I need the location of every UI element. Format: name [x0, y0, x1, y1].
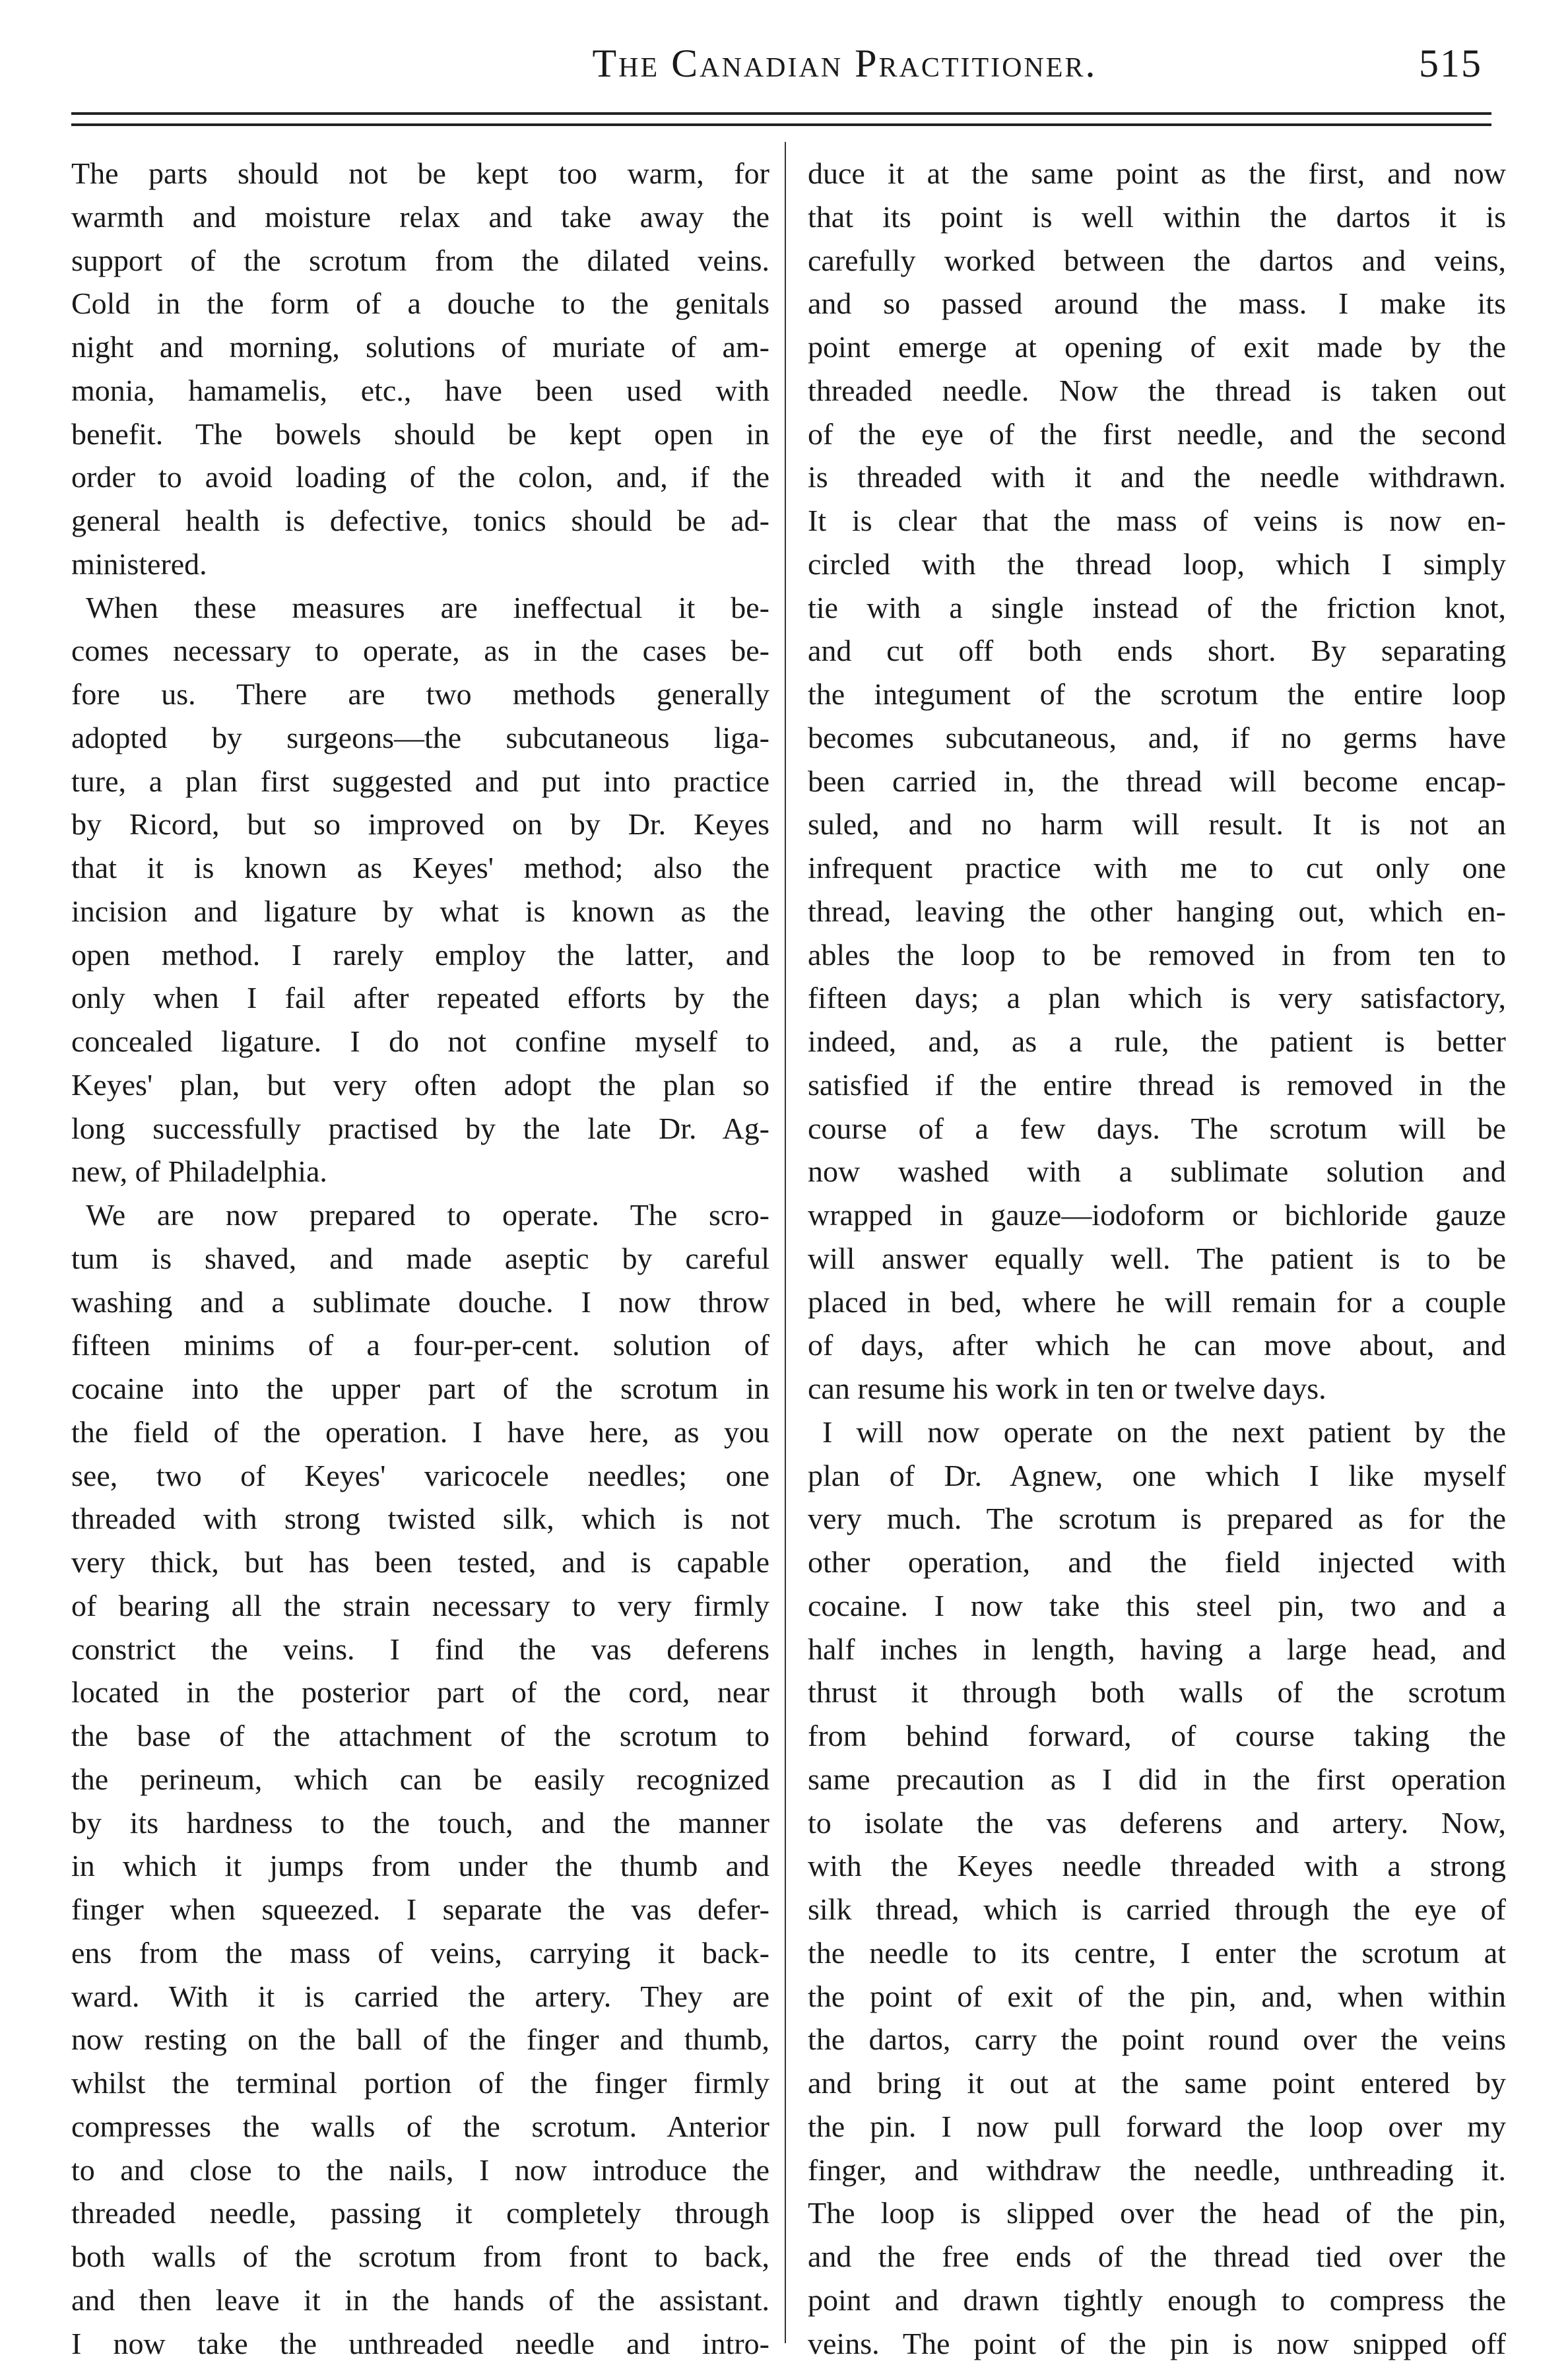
text-line: and bring it out at the same point entered by [808, 2061, 1506, 2105]
text-line: indeed, and, as a rule, the patient is better [808, 1020, 1506, 1063]
text-line: circled with the thread loop, which I simply [808, 543, 1506, 586]
text-line: the needle to its centre, I enter the scrotum at [808, 1931, 1506, 1975]
text-line: monia, hamamelis, etc., have been used with [71, 369, 769, 413]
paragraph [71, 1193, 769, 2365]
text-line: benefit. The bowels should be kept open in [71, 413, 769, 456]
text-line: ward. With it is carried the artery. They are [71, 1975, 769, 2018]
running-head-title: The Canadian Practitioner. [488, 41, 1201, 86]
text-line: threaded needle, passing it completely through [71, 2191, 769, 2235]
text-line: very much. The scrotum is prepared as for the [808, 1497, 1506, 1541]
right-column [808, 152, 1506, 2365]
text-line: Cold in the form of a douche to the genitals [71, 282, 769, 325]
text-line: half inches in length, having a large head, and [808, 1628, 1506, 1671]
text-line: support of the scrotum from the dilated veins. [71, 239, 769, 283]
text-line: compresses the walls of the scrotum. Anterior [71, 2105, 769, 2148]
text-line: wrapped in gauze—iodoform or bichloride gauze [808, 1193, 1506, 1237]
header-rule-bottom [71, 123, 1491, 126]
text-line: and cut off both ends short. By separating [808, 629, 1506, 673]
text-line: I will now operate on the next patient by the [808, 1411, 1506, 1454]
text-line: fore us. There are two methods generally [71, 673, 769, 716]
text-line: It is clear that the mass of veins is now en- [808, 499, 1506, 543]
text-line: fifteen minims of a four-per-cent. solution of [71, 1323, 769, 1367]
text-line: the base of the attachment of the scrotum to [71, 1714, 769, 1758]
text-line: cocaine. I now take this steel pin, two and a [808, 1584, 1506, 1628]
text-line: with the Keyes needle threaded with a strong [808, 1844, 1506, 1888]
text-line: from behind forward, of course taking the [808, 1714, 1506, 1758]
text-line: suled, and no harm will result. It is not an [808, 803, 1506, 846]
text-line: been carried in, the thread will become encap- [808, 760, 1506, 803]
text-line: becomes subcutaneous, and, if no germs have [808, 716, 1506, 760]
text-line: only when I fail after repeated efforts by the [71, 976, 769, 1020]
text-line: see, two of Keyes' varicocele needles; one [71, 1454, 769, 1498]
text-line: tie with a single instead of the friction knot, [808, 586, 1506, 630]
text-line: by its hardness to the touch, and the manner [71, 1801, 769, 1845]
text-line: thread, leaving the other hanging out, which en- [808, 890, 1506, 933]
text-line: the point of exit of the pin, and, when within [808, 1975, 1506, 2018]
text-line: and the free ends of the thread tied over the [808, 2235, 1506, 2279]
text-line: to isolate the vas deferens and artery. Now, [808, 1801, 1506, 1845]
text-line: the field of the operation. I have here, as you [71, 1411, 769, 1454]
text-line: of bearing all the strain necessary to very firmly [71, 1584, 769, 1628]
text-line: adopted by surgeons—the subcutaneous liga- [71, 716, 769, 760]
text-line: thrust it through both walls of the scrotum [808, 1671, 1506, 1714]
text-line: comes necessary to operate, as in the cases be- [71, 629, 769, 673]
text-line: the pin. I now pull forward the loop over my [808, 2105, 1506, 2148]
text-line: threaded needle. Now the thread is taken out [808, 369, 1506, 413]
text-line: plan of Dr. Agnew, one which I like myself [808, 1454, 1506, 1498]
text-line: now washed with a sublimate solution and [808, 1150, 1506, 1193]
paragraph [71, 152, 769, 586]
text-line: open method. I rarely employ the latter, and [71, 933, 769, 977]
page-number: 515 [1419, 41, 1482, 86]
text-line: I now take the unthreaded needle and intro- [71, 2322, 769, 2365]
text-line: by Ricord, but so improved on by Dr. Keyes [71, 803, 769, 846]
text-line: same precaution as I did in the first operation [808, 1758, 1506, 1801]
text-line: will answer equally well. The patient is to be [808, 1237, 1506, 1281]
text-line: We are now prepared to operate. The scro- [71, 1193, 769, 1237]
text-line: constrict the veins. I find the vas deferens [71, 1628, 769, 1671]
text-line: warmth and moisture relax and take away the [71, 195, 769, 239]
text-line: placed in bed, where he will remain for a couple [808, 1281, 1506, 1324]
text-line: that it is known as Keyes' method; also the [71, 846, 769, 890]
text-line: night and morning, solutions of muriate of am- [71, 325, 769, 369]
text-line: finger when squeezed. I separate the vas defer- [71, 1888, 769, 1931]
text-line: is threaded with it and the needle withdrawn. [808, 455, 1506, 499]
text-line: concealed ligature. I do not confine myself to [71, 1020, 769, 1063]
text-line: can resume his work in ten or twelve days. [808, 1367, 1506, 1411]
text-line: the perineum, which can be easily recognized [71, 1758, 769, 1801]
text-line: tum is shaved, and made aseptic by careful [71, 1237, 769, 1281]
text-line: the integument of the scrotum the entire loop [808, 673, 1506, 716]
text-line: silk thread, which is carried through the eye of [808, 1888, 1506, 1931]
text-line: incision and ligature by what is known as the [71, 890, 769, 933]
text-line: general health is defective, tonics should be ad- [71, 499, 769, 543]
text-line: ture, a plan first suggested and put into practice [71, 760, 769, 803]
text-line: infrequent practice with me to cut only one [808, 846, 1506, 890]
text-line: both walls of the scrotum from front to back, [71, 2235, 769, 2279]
text-line: ables the loop to be removed in from ten to [808, 933, 1506, 977]
text-line: cocaine into the upper part of the scrotum in [71, 1367, 769, 1411]
paragraph [808, 152, 1506, 1411]
text-line: long successfully practised by the late Dr. Ag- [71, 1107, 769, 1150]
text-line: point and drawn tightly enough to compress the [808, 2279, 1506, 2322]
text-line: finger, and withdraw the needle, unthreading it. [808, 2148, 1506, 2192]
text-line: satisfied if the entire thread is removed in the [808, 1063, 1506, 1107]
text-line: and so passed around the mass. I make its [808, 282, 1506, 325]
text-line: When these measures are ineffectual it be- [71, 586, 769, 630]
header-rule-top [71, 112, 1491, 115]
text-line: the dartos, carry the point round over the veins [808, 2018, 1506, 2061]
text-line: washing and a sublimate douche. I now throw [71, 1281, 769, 1324]
text-line: of the eye of the first needle, and the second [808, 413, 1506, 456]
text-line: ministered. [71, 543, 769, 586]
text-line: that its point is well within the dartos it is [808, 195, 1506, 239]
text-line: ens from the mass of veins, carrying it back- [71, 1931, 769, 1975]
text-line: of days, after which he can move about, and [808, 1323, 1506, 1367]
text-line: The loop is slipped over the head of the pin, [808, 2191, 1506, 2235]
text-line: order to avoid loading of the colon, and, if the [71, 455, 769, 499]
text-line: other operation, and the field injected with [808, 1541, 1506, 1584]
text-line: fifteen days; a plan which is very satisfactory, [808, 976, 1506, 1020]
text-line: and then leave it in the hands of the assistant. [71, 2279, 769, 2322]
paragraph [71, 586, 769, 1194]
text-line: in which it jumps from under the thumb and [71, 1844, 769, 1888]
text-line: located in the posterior part of the cord, near [71, 1671, 769, 1714]
text-line: new, of Philadelphia. [71, 1150, 769, 1193]
left-column [71, 152, 769, 2365]
text-line: very thick, but has been tested, and is capable [71, 1541, 769, 1584]
text-line: duce it at the same point as the first, and now [808, 152, 1506, 195]
text-line: whilst the terminal portion of the finger firmly [71, 2061, 769, 2105]
text-line: to and close to the nails, I now introduce the [71, 2148, 769, 2192]
text-line: Keyes' plan, but very often adopt the plan so [71, 1063, 769, 1107]
text-line: now resting on the ball of the finger and thumb, [71, 2018, 769, 2061]
text-line: The parts should not be kept too warm, for [71, 152, 769, 195]
text-line: point emerge at opening of exit made by the [808, 325, 1506, 369]
text-line: carefully worked between the dartos and veins, [808, 239, 1506, 283]
text-line: course of a few days. The scrotum will be [808, 1107, 1506, 1150]
column-divider [785, 142, 786, 2343]
paragraph [808, 1411, 1506, 2365]
text-line: threaded with strong twisted silk, which is not [71, 1497, 769, 1541]
text-line: veins. The point of the pin is now snipped off [808, 2322, 1506, 2365]
